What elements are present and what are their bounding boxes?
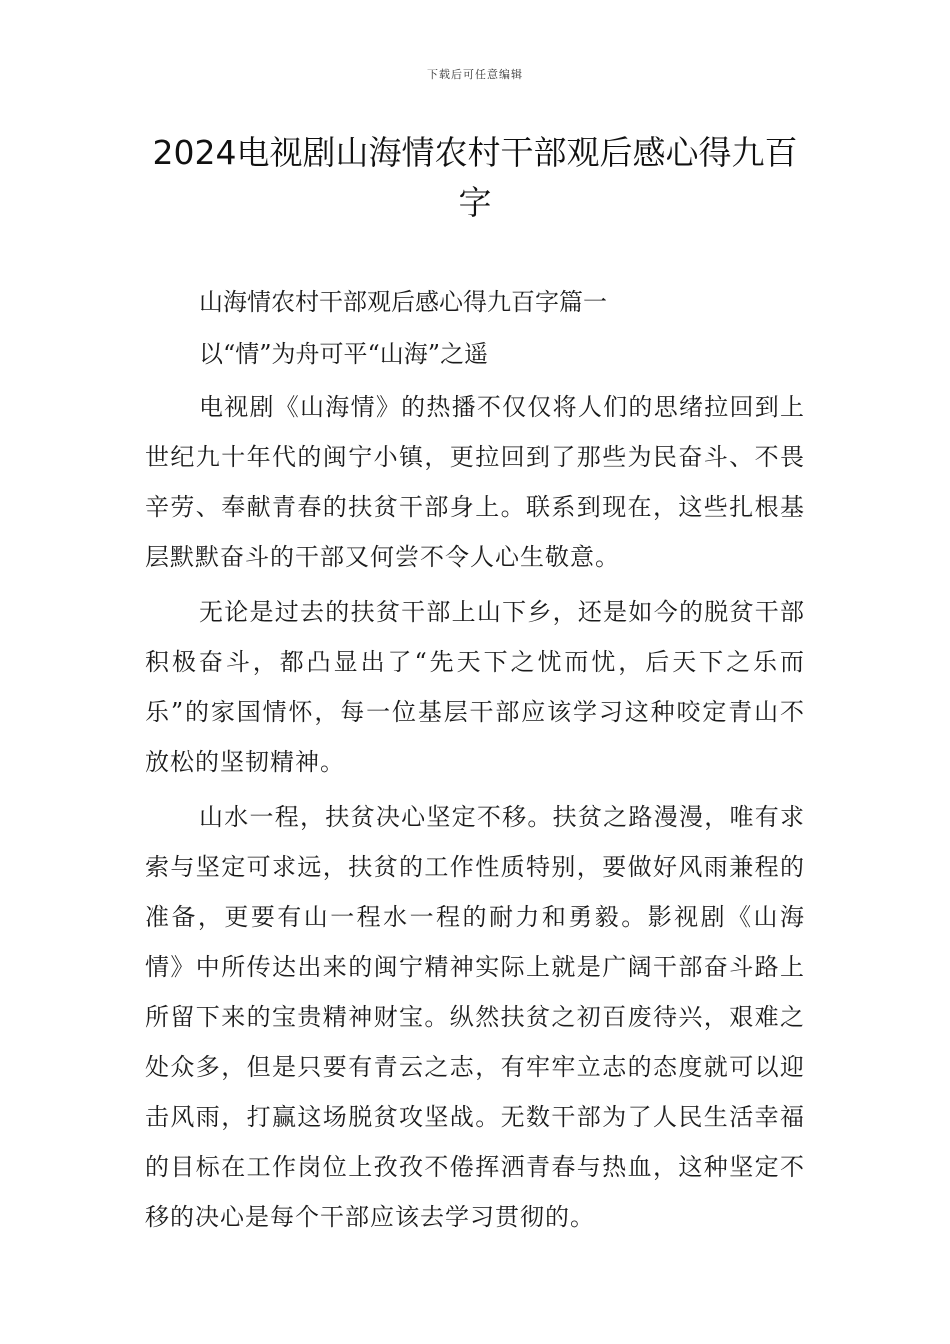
paragraph-1: 电视剧《山海情》的热播不仅仅将人们的思绪拉回到上世纪九十年代的闽宁小镇，更拉回到了那些为民奋斗、不畏辛劳、奉献青春的扶贫干部身上。联系到现在，这些扎根基层默默奋斗的干部又何尝不令人心生敬意。 xyxy=(145,393,805,571)
paragraph-3: 山水一程，扶贫决心坚定不移。扶贫之路漫漫，唯有求索与坚定可求远，扶贫的工作性质特别，要做好风雨兼程的准备，更要有山一程水一程的耐力和勇毅。影视剧《山海情》中所传达出来的闽宁精神实际上就是广阔干部奋斗路上所留下来的宝贵精神财宝。纵然扶贫之初百废待兴，艰难之处众多，但是只要有青云之志，有牢牢立志的态度就可以迎击风雨，打赢这场脱贫攻坚战。无数干部为了人民生活幸福的目标在工作岗位上孜孜不倦挥洒青春与热血，这种坚定不移的决心是每个干部应该去学习贯彻的。 xyxy=(145,803,805,1231)
article-subtitle: 山海情农村干部观后感心得九百字篇一 xyxy=(199,288,607,316)
document-body xyxy=(145,280,805,1247)
paragraph-2: 无论是过去的扶贫干部上山下乡，还是如今的脱贫干部积极奋斗，都凸显出了“先天下之忧而忧，后天下之乐而乐”的家国情怀，每一位基层干部应该学习这种咬定青山不放松的坚韧精神。 xyxy=(145,598,805,776)
header-note: 下载后可任意编辑 xyxy=(427,68,523,81)
document-title: 2024电视剧山海情农村干部观后感心得九百字 xyxy=(152,133,798,222)
section-heading: 以“情”为舟可平“山海”之遥 xyxy=(199,340,489,368)
